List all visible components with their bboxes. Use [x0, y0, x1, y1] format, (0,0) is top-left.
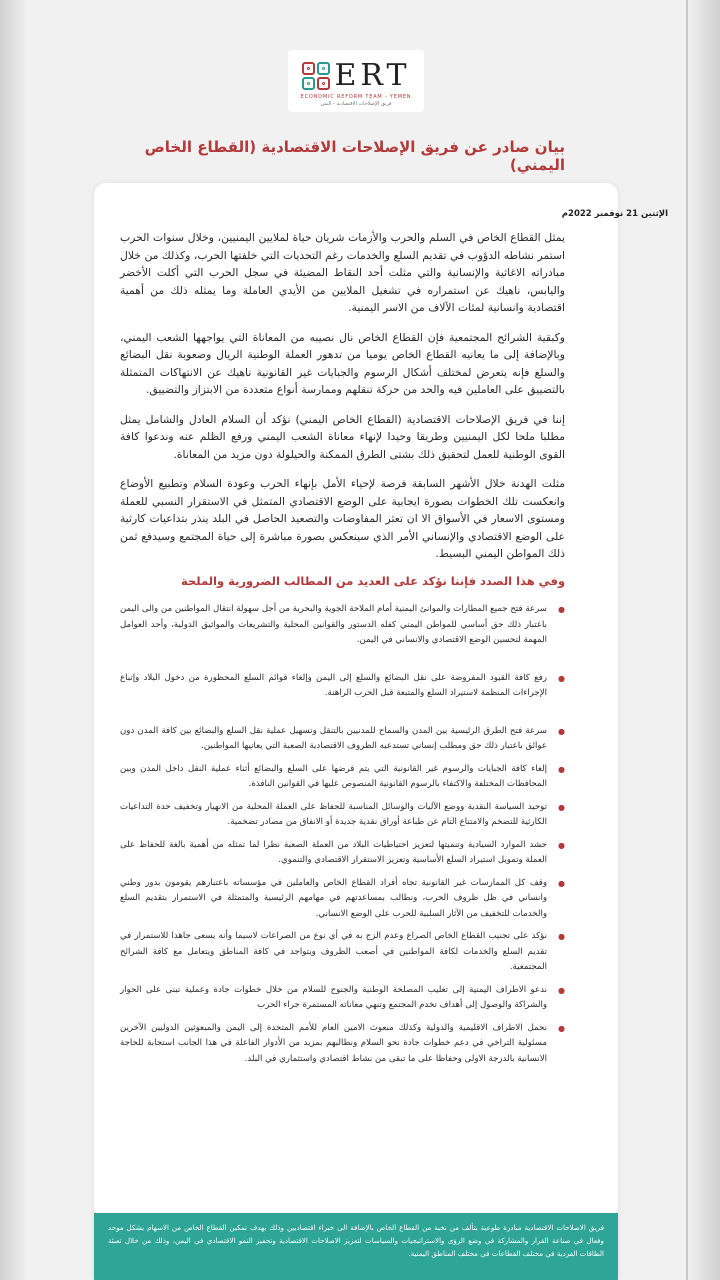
logo-name: ERT: [334, 58, 411, 93]
demands-heading: وفي هذا الصدد فإننا نؤكد على العديد من المطالب الضرورية والملحة: [181, 573, 565, 588]
footer-about-band: فريق الاصلاحات الاقتصادية مبادرة طوعية يتألف من نخبة من القطاع الخاص بالإضافة الى خبراء اقتصاديين وذلك بهدف تمكين القطاع الخاص من الاسهام بشكل موحد وفعال في صناعة القرار والمشاركة في وضع الرؤى والاستراتيجيات والسياسات لتعزيز الاصلاحات الاقتصادية وتحفيز النمو الاقتصادي في اليمن، وذلك من خلال تعبئة الطاقات الفردية في مختلف القطاعات في مختلف المناطق اليمنية.: [94, 1213, 618, 1280]
page-edge-left: [0, 0, 28, 1280]
demands-list: [120, 602, 565, 1067]
logo-subtitle-en: ECONOMIC REFORM TEAM - YEMEN: [300, 94, 412, 100]
statement-body: [120, 229, 565, 1074]
paragraph: إننا في فريق الإصلاحات الاقتصادية (القطاع الخاص اليمني) نؤكد أن السلام العادل والشامل يمثل مطلبا ملحا لكل اليمنيين وطريقا وحيدا لإنهاء معاناة الشعب اليمني ورفع الظلم عنه وندعوا كافة القوى الوطنية للعمل لتحقيق ذلك بشتى الطرق الممكنة والحيلولة دون مزيد من المعاناة.: [120, 412, 565, 461]
statement-date: الإثنين 21 نوفمبر 2022م: [561, 209, 668, 219]
demand-item: ● سرعة فتح الطرق الرئيسية بين المدن والسماح للمدنيين بالتنقل وتسهيل عملية نقل السلع والبضائع بين كافة المدن دون عوائق باعتبار ذلك حق ومطلب إنساني تستدعيه الظروف الاقتصادية الصعبة التي يعانيها المواطنين.: [120, 724, 547, 755]
demand-item: ● وقف كل الممارسات غير القانونية تجاه أفراد القطاع الخاص والعاملين في مؤسساته باعتبارهم يقومون بدور وطني وانساني في ظل ظروف الحرب، ونطالب بمساعدتهم في مهامهم الرئيسية والمتمثلة في الاستمرار بتقديم السلع والخدمات للتخفيف من الآثار السلبية للحرب على الوضع الانساني.: [120, 876, 547, 923]
demand-item: ● سرعة فتح جميع المطارات والموانئ اليمنية أمام الملاحة الجوية والبحرية من أجل سهولة انتقال المواطنين من والى اليمن باعتبار ذلك حق أساسي للمواطن اليمني كفله الدستور والقوانين المحلية والتشريعات والمواثيق الدولية، وأحد العوامل المهمة لتحسين الوضع الاقتصادي والانساني في اليمن.: [120, 602, 547, 649]
paragraph: وكبقية الشرائح المجتمعية فإن القطاع الخاص نال نصيبه من المعاناة التي يواجهها الشعب اليمني، وبالإضافة إلى ما يعانيه القطاع الخاص يوميا من تدهور العملة الوطنية الريال وصعوبة نقل البضائع والسلع فإنه يتعرض لمختلف أشكال الرسوم والجبايات غير القانونية ناهيك عن الانتهاكات المتمثلة بالتضييق على العاملين فيه والحد من حركة تنقلهم وممارسة أنواع متعددة من الابتزاز والتضييق.: [120, 330, 565, 396]
paragraph: مثلت الهدنة خلال الأشهر السابقة فرصة لإحياء الأمل بإنهاء الحرب وعودة السلام وتطبيع الأوضاع وانعكست تلك الخطوات بصورة ايجابية على الوضع الاقتصادي المتمثل في الاستقرار النسبي للعملة ومستوى الاسعار في الأسواق الا ان تعثر المفاوضات والتصعيد الحاصل في البلد ينذر بتداعيات كارثية على الوضع الاقتصادي والإنساني الأمر الذي سينعكس بصورة مباشرة إلى حياة المجتمع وسيدفع ثمن ذلك المواطن اليمني البسيط.: [120, 477, 565, 560]
demand-item: ● إلغاء كافة الجبايات والرسوم غير القانونية التي يتم فرضها على السلع والبضائع أثناء عملية النقل داخل المدن وبين المحافظات المختلفة والاكتفاء بالرسوم القانونية المنصوص عليها في القوانين النافذة.: [120, 762, 547, 793]
page-edge-right: [686, 0, 720, 1280]
demand-item: ● حشد الموارد السيادية وتنميتها لتعزيز احتياطيات البلاد من العملة الصعبة نظرا لما تمثله من أهمية بالغة للحفاظ على العملة وتمويل استيراد السلع الأساسية وتعزيز الاستقرار الاقتصادي والتنموي.: [120, 838, 547, 869]
logo-subtitle-ar: فريق الإصلاحات الاقتصادية - اليمن: [320, 101, 392, 107]
paragraph: يمثل القطاع الخاص في السلم والحرب والأزمات شريان حياة لملايين اليمنيين، وخلال سنوات الحرب استمر نشاطه الدؤوب في تقديم السلع والخدمات رغم التحديات التي خلفتها الحرب، وكذلك من خلال مبادراته الاغاثية والإنسانية والتي مثلت أحد النقاط المضيئة في سجل الحرب التي أكلت الأخضر واليابس، ناهيك عن استمراره في تشغيل الملايين من الأيدي العاملة وما يمثله ذلك من أهمية اقتصادية وانسانية لمئات الآلاف من الاسر اليمنية.: [120, 231, 565, 314]
demand-item: ● توحيد السياسة النقدية ووضع الآليات والوسائل المناسبة للحفاظ على العملة المحلية من الانهيار وتخفيف حدة التداعيات الكارثية للتضخم والامتناع التام عن طباعة أوراق نقدية جديدة أو الانفاق من مصادر تضخمية.: [120, 800, 547, 831]
demand-item: ● نؤكد على تجنيب القطاع الخاص الصراع وعدم الزج به في أي نوع من الصراعات لاسيما وأنه يسعى جاهدا للاستمرار في تقديم السلع والخدمات لكافة المواطنين في أصعب الظروف ويتواجد في كافة المناطق ويتعامل مع كافة الشرائح المجتمعية.: [120, 929, 547, 976]
demand-item: ● نحمل الاطراف الاقليمية والدولية وكذلك مبعوث الامين العام للأمم المتحدة إلى اليمن والمبعوثين الدوليين الآخرين مسئولية التراخي في دعم خطوات جادة نحو السلام ونطالبهم بمزيد من الأدوار الفاعلة في هذا الجانب استجابة للحاجة الانسانية بالدرجة الاولى وحفاظا على ما تبقى من نشاط اقتصادي واستثماري في البلد.: [120, 1021, 547, 1068]
statement-title: بيان صادر عن فريق الإصلاحات الاقتصادية (القطاع الخاص اليمني): [144, 138, 565, 174]
demand-item: ● ندعو الاطراف اليمنية إلى تغليب المصلحة الوطنية والجنوح للسلام من خلال خطوات جادة وعملية تبنى على الحوار والشراكة والوصول إلى أهداف تخدم المجتمع وتنهي معاناته المستمرة جراء الحرب: [120, 983, 547, 1014]
ert-logo: [288, 50, 424, 112]
ert-emblem-icon: [302, 62, 330, 90]
demand-item: ● رفع كافة القيود المفروضة على نقل البضائع والسلع إلى اليمن وإلغاء قوائم السلع المحظورة من دخول البلاد وإتباع الإجراءات المنظمة لاستيراد السلع والمتبعة قبل الحرب الراهنة.: [120, 671, 547, 702]
